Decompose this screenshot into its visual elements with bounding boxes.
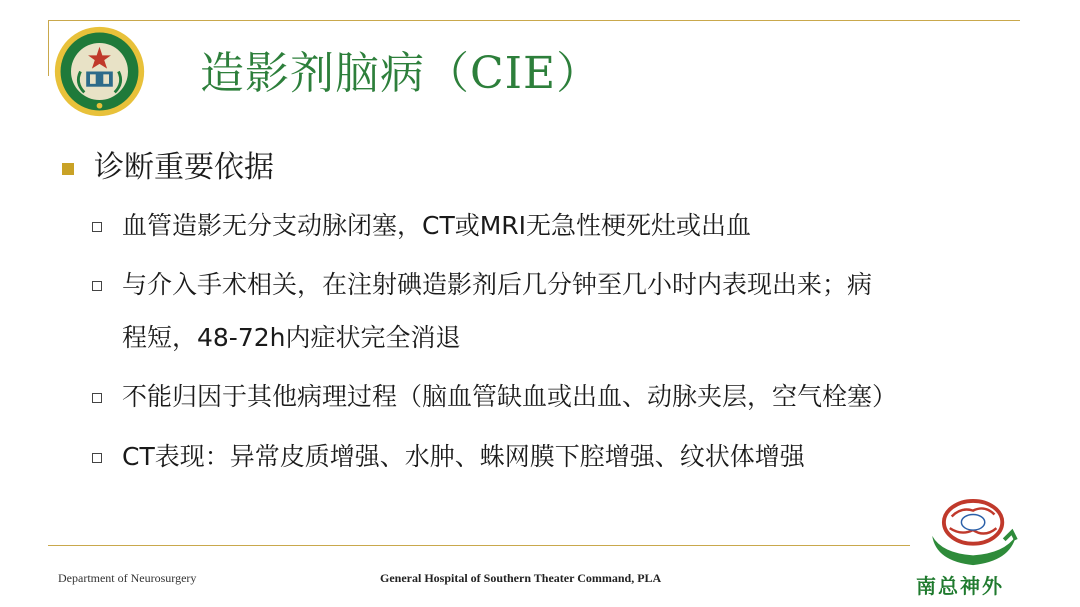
list-item-text: 与介入手术相关，在注射碘造影剂后几分钟至几小时内表现出来；病 bbox=[122, 270, 873, 299]
footer-department: Department of Neurosurgery bbox=[58, 571, 197, 585]
hollow-square-bullet-icon bbox=[92, 281, 102, 291]
logo-text: 南总神外 bbox=[916, 574, 1004, 598]
neurosurgery-logo-icon bbox=[922, 497, 1030, 569]
hollow-square-bullet-icon bbox=[92, 453, 102, 463]
square-bullet-icon bbox=[62, 163, 74, 175]
footer-rule bbox=[48, 545, 910, 546]
hospital-emblem-icon bbox=[52, 24, 147, 119]
list-item-text: 血管造影无分支动脉闭塞，CT或MRI无急性梗死灶或出血 bbox=[122, 211, 752, 240]
footer-hospital: General Hospital of Southern Theater Command, PLA bbox=[380, 571, 662, 585]
heading-text: 诊断重要依据 bbox=[94, 150, 274, 185]
list-item-text: 程短，48-72h内症状完全消退 bbox=[122, 323, 461, 352]
header-rule bbox=[48, 20, 1020, 21]
hollow-square-bullet-icon bbox=[92, 393, 102, 403]
list-item-text: CT表现：异常皮质增强、水肿、蛛网膜下腔增强、纹状体增强 bbox=[122, 442, 805, 471]
slide-title: 造影剂脑病（CIE） bbox=[200, 48, 602, 99]
list-item-text: 不能归因于其他病理过程（脑血管缺血或出血、动脉夹层，空气栓塞） bbox=[122, 382, 898, 411]
hollow-square-bullet-icon bbox=[92, 222, 102, 232]
header-side-rule bbox=[48, 20, 49, 76]
